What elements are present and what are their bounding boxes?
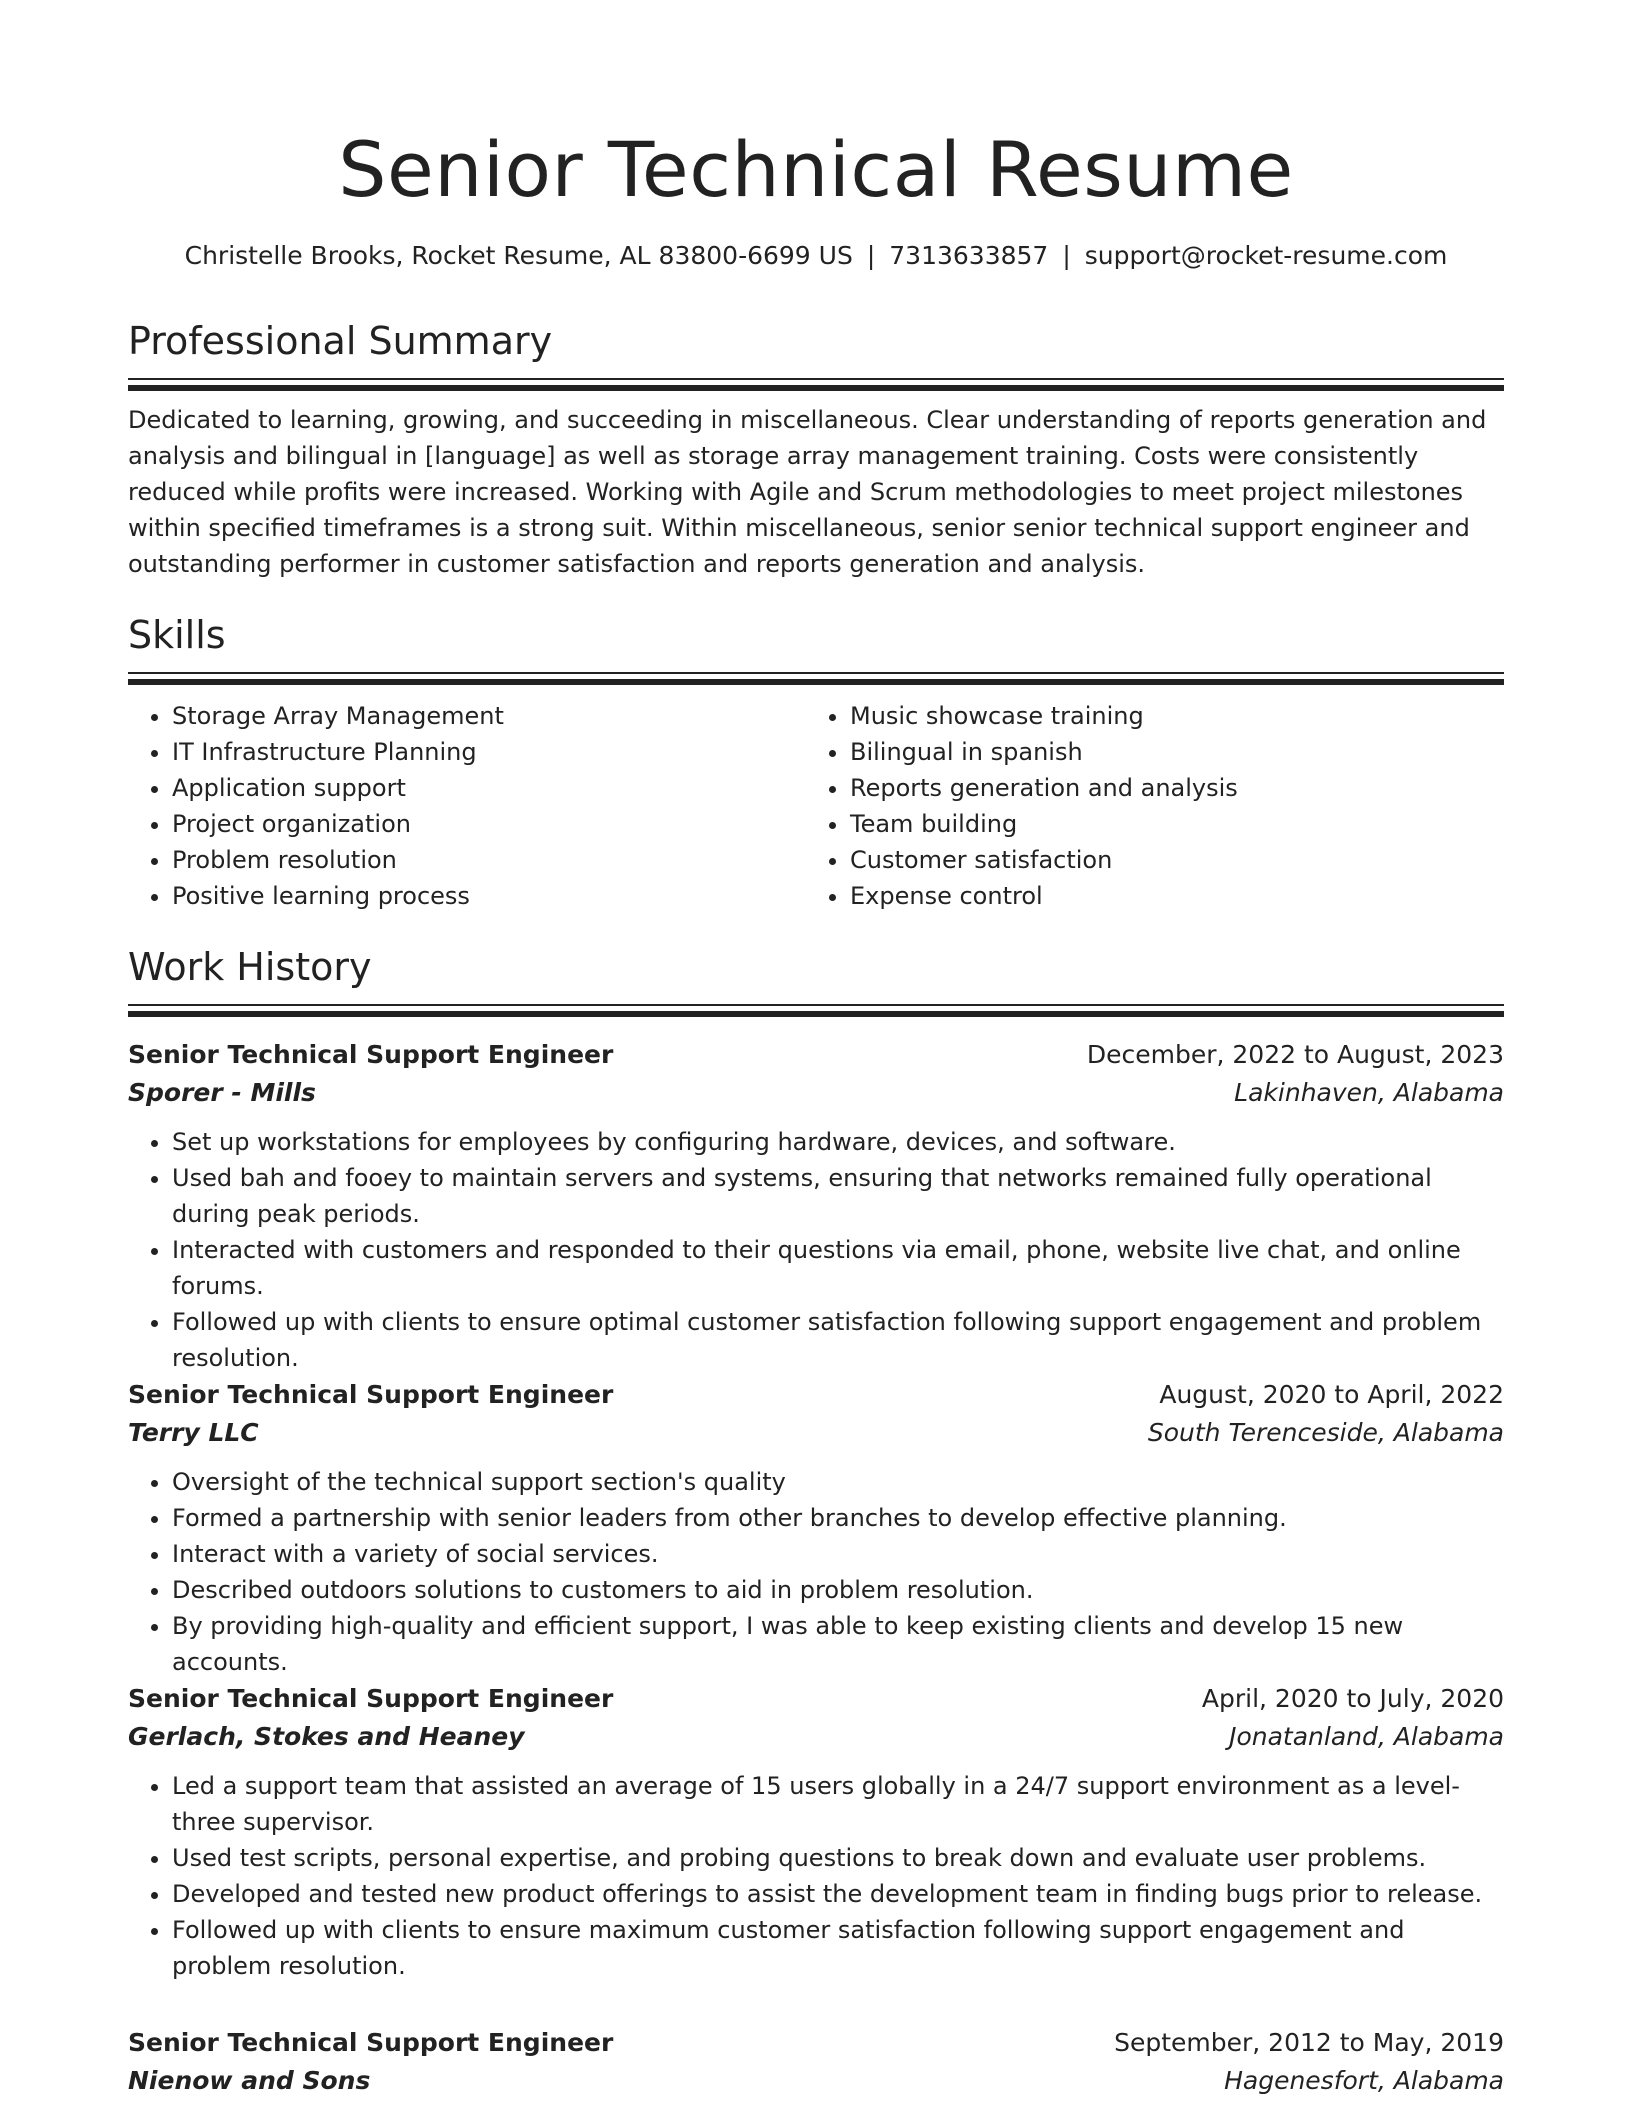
job-company: Sporer - Mills <box>128 1078 316 1107</box>
skills-list-right <box>806 698 1484 914</box>
contact-separator: | <box>1062 241 1071 270</box>
job-header-row <box>128 1036 1504 1074</box>
job-subheader-row <box>128 1414 1504 1452</box>
job-bullet: • Followed up with clients to ensure maximum customer satisfaction following support engagement and problem resolution. <box>172 1912 1504 1984</box>
skill-item: • Bilingual in spanish <box>850 734 1484 770</box>
section-divider <box>128 672 1504 684</box>
job-location: Jonatanland, Alabama <box>1229 1722 1504 1751</box>
job-company: Gerlach, Stokes and Heaney <box>128 1722 525 1751</box>
job-bullets <box>128 1124 1504 1376</box>
skill-item: • Problem resolution <box>172 842 806 878</box>
skills-columns <box>128 698 1504 914</box>
section-divider <box>128 378 1504 390</box>
job-bullet: • Interacted with customers and responded to their questions via email, phone, website live chat, and online forums. <box>172 1232 1504 1304</box>
skills-heading: Skills <box>128 613 226 657</box>
job-header-row <box>128 1680 1504 1718</box>
skill-item: • Expense control <box>850 878 1484 914</box>
summary-text: Dedicated to learning, growing, and succeeding in miscellaneous. Clear understanding of reports generation and analysis and bilingual in [language] as well as storage array management training. Costs were consistently reduced while profits were increased. Working with Agile and Scrum methodologies to meet project milestones within specified timeframes is a strong suit. Within miscellaneous, senior senior technical support engineer and outstanding performer in customer satisfaction and reports generation and analysis. <box>128 406 1487 578</box>
job-subheader-row <box>128 2062 1504 2100</box>
summary-section <box>128 316 1504 582</box>
section-divider <box>128 1004 1504 1016</box>
skill-item: • Project organization <box>172 806 806 842</box>
job-bullet: • Interact with a variety of social services. <box>172 1536 1504 1572</box>
skills-list-left <box>128 698 806 914</box>
skill-item: • IT Infrastructure Planning <box>172 734 806 770</box>
job-company: Nienow and Sons <box>128 2066 371 2095</box>
job-entry <box>128 1376 1504 1680</box>
contact-email: support@rocket-resume.com <box>1084 241 1448 270</box>
job-bullets <box>128 1768 1504 1984</box>
contact-separator: | <box>866 241 876 270</box>
job-header-row <box>128 1376 1504 1414</box>
job-dates: April, 2020 to July, 2020 <box>1201 1684 1504 1713</box>
work-history-heading: Work History <box>128 945 372 989</box>
job-subheader-row <box>128 1074 1504 1112</box>
job-company: Terry LLC <box>128 1418 259 1447</box>
job-bullet: • Used test scripts, personal expertise, and probing questions to break down and evaluate user problems. <box>172 1840 1504 1876</box>
job-subheader-row <box>128 1718 1504 1756</box>
job-title: Senior Technical Support Engineer <box>128 1684 614 1713</box>
job-location: Hagenesfort, Alabama <box>1224 2066 1504 2095</box>
job-header-row <box>128 2024 1504 2062</box>
skill-item: • Storage Array Management <box>172 698 806 734</box>
job-entry <box>128 1036 1504 1376</box>
contact-phone: 7313633857 <box>889 241 1049 270</box>
job-bullets <box>128 1464 1504 1680</box>
job-dates: September, 2012 to May, 2019 <box>1114 2028 1504 2057</box>
skill-item: • Reports generation and analysis <box>850 770 1484 806</box>
job-dates: December, 2022 to August, 2023 <box>1086 1040 1504 1069</box>
job-dates: August, 2020 to April, 2022 <box>1159 1380 1504 1409</box>
skill-item: • Positive learning process <box>172 878 806 914</box>
job-entry <box>128 2024 1504 2100</box>
job-title: Senior Technical Support Engineer <box>128 2028 614 2057</box>
job-bullet: • Formed a partnership with senior leaders from other branches to develop effective planning. <box>172 1500 1504 1536</box>
job-bullet: • Oversight of the technical support section's quality <box>172 1464 1504 1500</box>
job-entry <box>128 1680 1504 1984</box>
job-bullet: • By providing high-quality and efficient support, I was able to keep existing clients and develop 15 new accounts. <box>172 1608 1504 1680</box>
job-bullet: • Led a support team that assisted an average of 15 users globally in a 24/7 support environment as a level-three supervisor. <box>172 1768 1504 1840</box>
job-bullet: • Used bah and fooey to maintain servers and systems, ensuring that networks remained fully operational during peak periods. <box>172 1160 1504 1232</box>
job-bullet: • Developed and tested new product offerings to assist the development team in finding bugs prior to release. <box>172 1876 1504 1912</box>
skills-section <box>128 610 1504 914</box>
skill-item: • Music showcase training <box>850 698 1484 734</box>
contact-address: Christelle Brooks, Rocket Resume, AL 83800-6699 US <box>184 241 853 270</box>
job-title: Senior Technical Support Engineer <box>128 1040 614 1069</box>
job-location: Lakinhaven, Alabama <box>1234 1078 1504 1107</box>
skill-item: • Customer satisfaction <box>850 842 1484 878</box>
work-history-section <box>128 942 1504 1016</box>
job-bullet: • Followed up with clients to ensure optimal customer satisfaction following support engagement and problem resolution. <box>172 1304 1504 1376</box>
job-bullet: • Described outdoors solutions to customers to aid in problem resolution. <box>172 1572 1504 1608</box>
summary-heading: Professional Summary <box>128 319 553 363</box>
page-title: Senior Technical Resume <box>338 125 1294 214</box>
job-title: Senior Technical Support Engineer <box>128 1380 614 1409</box>
job-bullet: • Set up workstations for employees by configuring hardware, devices, and software. <box>172 1124 1504 1160</box>
contact-line <box>128 238 1504 274</box>
skill-item: • Application support <box>172 770 806 806</box>
job-location: South Terenceside, Alabama <box>1147 1418 1504 1447</box>
skill-item: • Team building <box>850 806 1484 842</box>
